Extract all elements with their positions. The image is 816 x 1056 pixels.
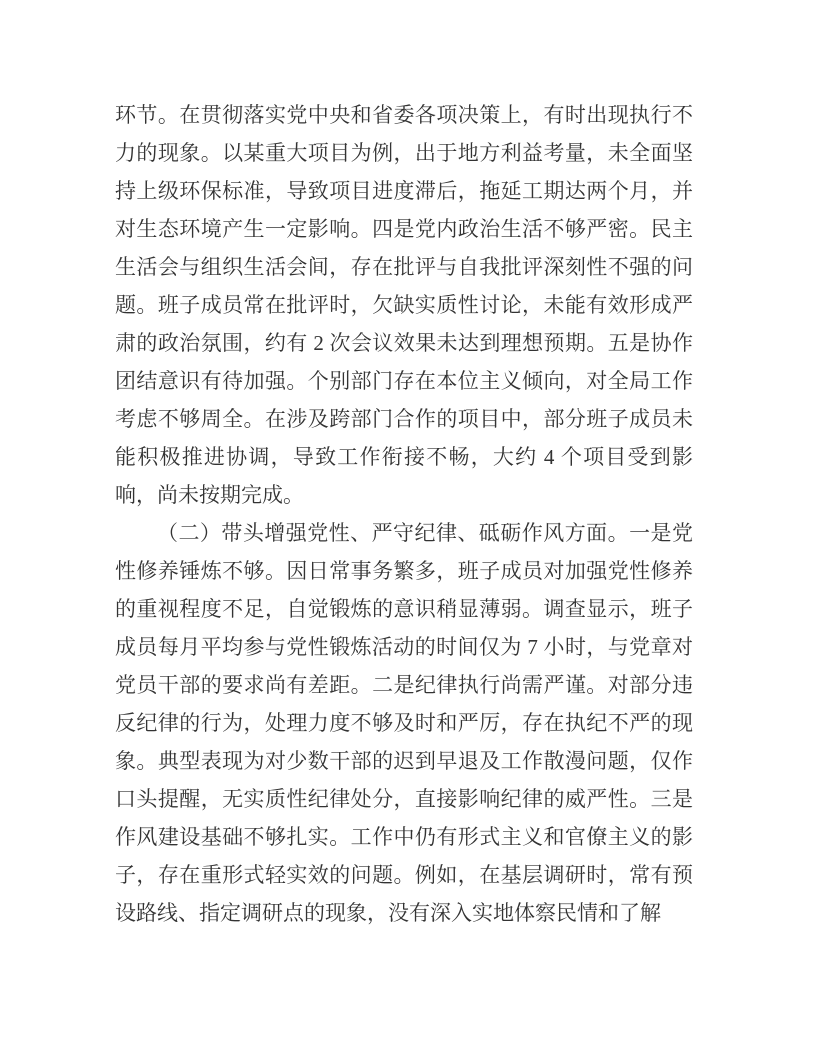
paragraph-section-two: （二）带头增强党性、严守纪律、砥砺作风方面。一是党性修养锤炼不够。因日常事务繁多，班子成员对加强党性修养的重视程度不足，自觉锻炼的意识稍显薄弱。调查显示，班子成员每月平均参与党性锻炼活动的时间仅为 7 小时，与党章对党员干部的要求尚有差距。二是纪律执行尚需严谨。对部分违反纪律的行为，处理力度不够及时和严厉，存在执纪不严的现象。典型表现为对少数干部的迟到早退及工作散漫问题，仅作口头提醒，无实质性纪律处分，直接影响纪律的威严性。三是作风建设基础不够扎实。工作中仍有形式主义和官僚主义的影子，存在重形式轻实效的问题。例如，在基层调研时，常有预设路线、指定调研点的现象，没有深入实地体察民情和了解 (115, 521, 693, 925)
paragraph-continued-from-previous-page: 环节。在贯彻落实党中央和省委各项决策上，有时出现执行不力的现象。以某重大项目为例，出于地方利益考量，未全面坚持上级环保标准，导致项目进度滞后，拖延工期达两个月，并对生态环境产生一定影响。四是党内政治生活不够严密。民主生活会与组织生活会间，存在批评与自我批评深刻性不强的问题。班子成员常在批评时，欠缺实质性讨论，未能有效形成严肃的政治氛围，约有 2 次会议效果未达到理想预期。五是协作团结意识有待加强。个别部门存在本位主义倾向，对全局工作考虑不够周全。在涉及跨部门合作的项目中，部分班子成员未能积极推进协调，导致工作衔接不畅，大约 4 个项目受到影响，尚未按期完成。 (115, 103, 693, 507)
document-text-area (115, 96, 693, 932)
